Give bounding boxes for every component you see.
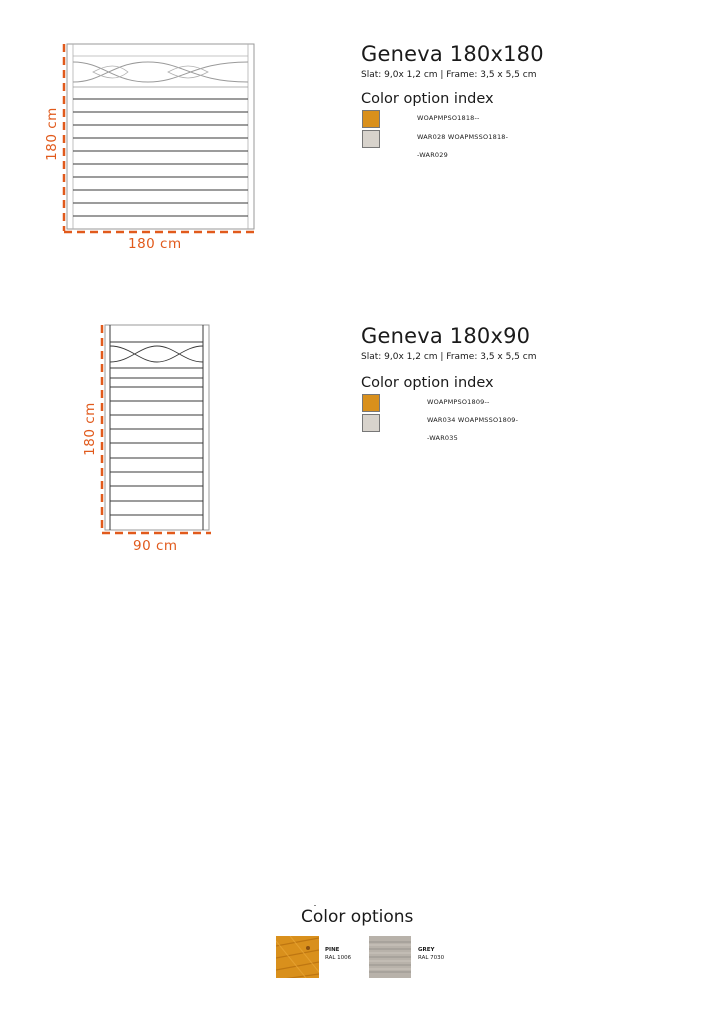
product-spec: Slat: 9,0x 1,2 cm | Frame: 3,5 x 5,5 cm [361,352,537,362]
grey-swatch [362,130,380,148]
pine-name: PINE [325,947,340,953]
pine-swatch [362,394,380,412]
color-index-title: Color option index [361,91,494,107]
gate-drawing-180x180 [58,38,262,238]
product-spec: Slat: 9,0x 1,2 cm | Frame: 3,5 x 5,5 cm [361,70,537,80]
code-line-1: WOAPMPSO1809-- [427,398,490,406]
product-title: Geneva 180x180 [361,42,544,66]
pine-swatch [362,110,380,128]
color-options-title: Color options [301,907,414,927]
height-label: 180 cm [82,402,98,456]
grey-texture-swatch [369,936,411,978]
gate-drawing-180x90 [95,320,215,540]
grey-swatch [362,414,380,432]
grey-name: GREY [418,947,435,953]
product-title: Geneva 180x90 [361,324,531,348]
pine-texture-swatch [276,936,319,978]
code-line-3: -WAR035 [427,434,458,442]
code-line-2: WAR028 WOAPMSSO1818- [417,133,509,141]
pine-ral: RAL 1006 [325,955,352,961]
height-label: 180 cm [44,107,60,161]
color-index-title: Color option index [361,375,494,391]
divider-dot [314,905,316,906]
width-label: 90 cm [133,538,178,554]
grey-ral: RAL 7030 [418,955,445,961]
code-line-2: WAR034 WOAPMSSO1809- [427,416,519,424]
width-label: 180 cm [128,236,182,252]
code-line-3: -WAR029 [417,151,448,159]
code-line-1: WOAPMPSO1818-- [417,114,480,122]
